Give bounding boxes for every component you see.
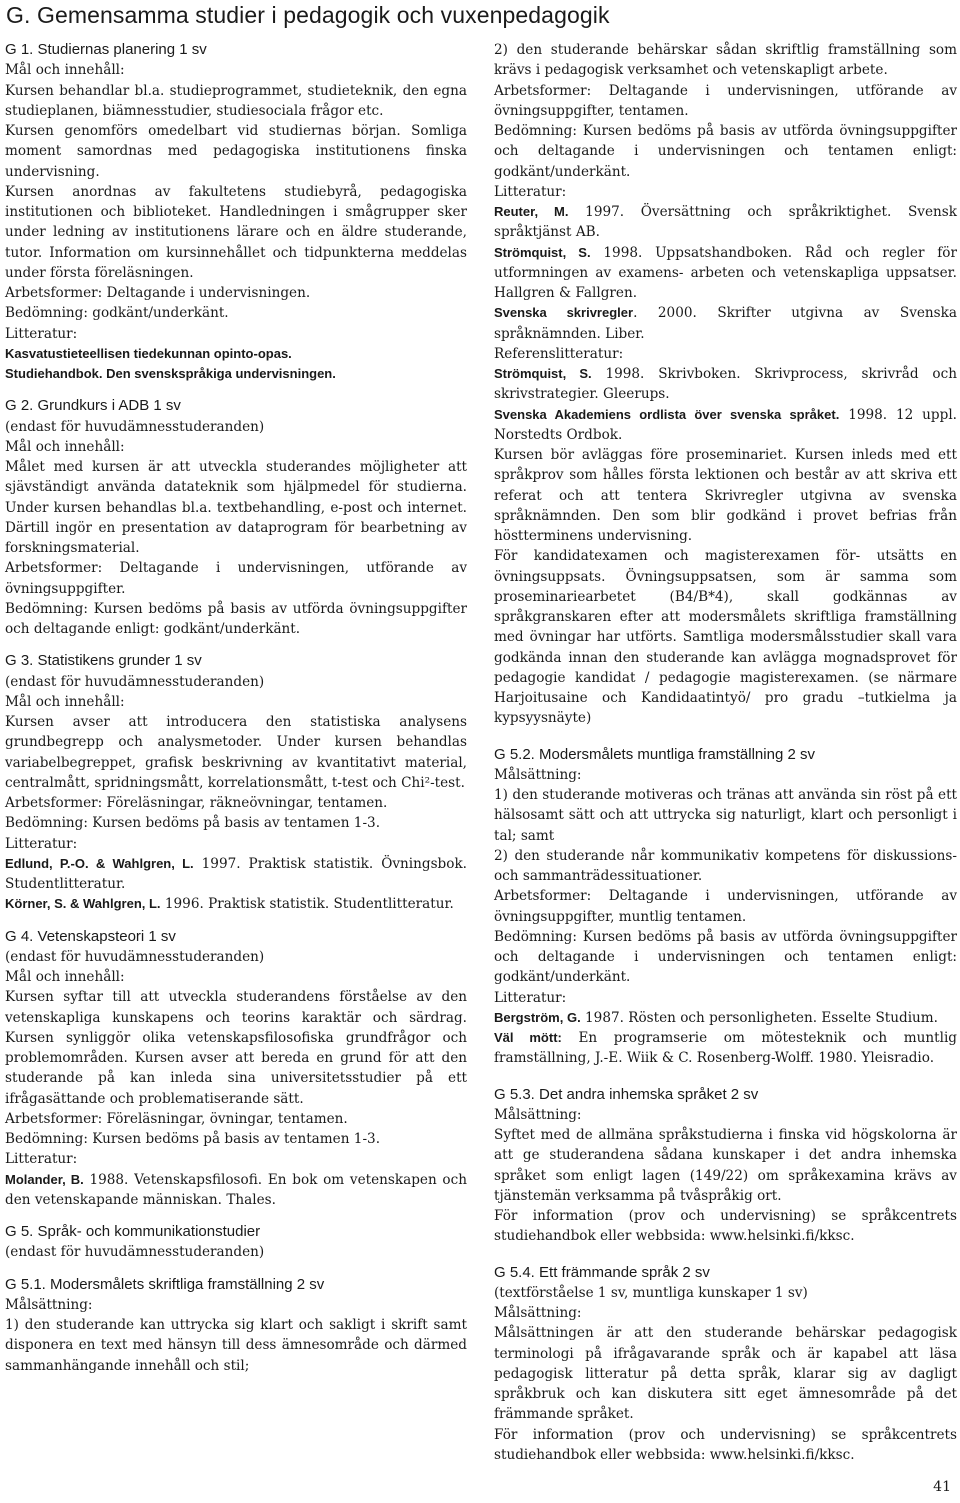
paragraph: 1) den studerande motiveras och tränas att använda sin röst på ett hälsosamt sätt och att uttrycka sig naturligt, klart och personligt i tal; samt	[494, 787, 957, 844]
right-column	[494, 40, 957, 1465]
section-heading-g1: G 1. Studiernas planering 1 sv	[5, 41, 207, 58]
label-litteratur: Litteratur:	[494, 989, 567, 1006]
paragraph: Kursen bör avläggas före proseminariet. Kursen inleds med ett språkprov som hålles första lektionen och består av att skriva ett referat och att tentera Skrivregler utgivna av svenska språknämnden. Den som blir godkänd i provet befrias från höstterminens undervisning.	[494, 447, 957, 544]
arbetsformer-text: Arbetsformer: Deltagande i undervisningen, utförande av övningsuppgifter.	[5, 560, 467, 597]
paragraph: Målet med kursen är att utveckla studerandes möjligheter att sjävständigt använda datateknik som hjälpmedel för studierna. Under kursen behandlas bl.a. textbehandling, e-post och internet. Därtill ingör en presentation av dataprogram för bearbetning av forskningsmaterial.	[5, 459, 467, 556]
label-mal: Mål och innehåll:	[5, 693, 125, 710]
literature-details: En programserie om mötesteknik och muntlig framställning, J.-E. Wiik & C. Rosenberg-Wolff. 1980. Yleisradio.	[494, 1030, 957, 1067]
paragraph: Kursen avser att introducera den statistiska analysens grundbegrepp och analysmetoder. Under kursen behandlas variabelbegreppet, grafisk beskrivning av kvantitativt material, centralmått, spridningsmått, korrelationsmått, t-test och Chi²-test.	[5, 714, 467, 791]
label-litteratur: Litteratur:	[5, 1151, 78, 1168]
section-heading-g5-4: G 5.4. Ett främmande språk 2 sv	[494, 1263, 710, 1281]
left-column	[5, 40, 467, 1376]
paragraph: Kursen anordnas av fakultetens studiebyrå, pedagogiska institutionen och biblioteket. Handledningen i smågrupper sker under ledning av institutionens lärare och en äldre studerande, tutor. Information om kursinnehållet och tidpunkterna meddelas under första föreläsningen.	[5, 183, 467, 281]
section-note: (endast för huvudämnesstuderanden)	[5, 418, 265, 435]
section-heading-g5-2: G 5.2. Modersmålets muntliga framställning 2 sv	[494, 745, 815, 763]
literature-details: 1998. Skrivboken. Skrivprocess, skrivråd och skrivstrategier. Gleerups.	[494, 366, 957, 403]
literature-entry: Kasvatustieteellisen tiedekunnan opinto-opas.	[5, 345, 292, 361]
label-mal: Mål och innehåll:	[5, 438, 125, 455]
label-malsattning: Målsättning:	[494, 1106, 582, 1123]
paragraph: Kursen behandlar bl.a. studieprogrammet, studieteknik, den egna studieplanen, biämnesstudier, studiesociala frågor etc.	[5, 82, 467, 119]
section-heading-g5-3: G 5.3. Det andra inhemska språket 2 sv	[494, 1085, 759, 1103]
literature-entry	[494, 202, 957, 243]
literature-entry	[494, 364, 957, 405]
label-litteratur: Litteratur:	[5, 835, 78, 852]
literature-entry	[5, 854, 467, 895]
literature-details: 1987. Rösten och personligheten. Esselte Studium.	[585, 1009, 939, 1026]
paragraph: Kursen syftar till att utveckla studerandens förståelse av den vetenskapliga kunskapens och teorins karaktär och särdrag. Kursen synliggör olika vetenskapsfilosofiska grundfrågor och problemområden. Kursen avser att bereda en grund för att den studerande på kan inleda sina universitetsstudier på ett ifrågasättande och problematiserande sätt.	[5, 989, 467, 1107]
literature-details: 1988. Vetenskapsfilosofi. En bok om vetenskapen och den vetenskapande människan. Thales.	[5, 1171, 467, 1208]
literature-entry	[494, 1028, 957, 1069]
literature-author: Molander, B.	[5, 1171, 84, 1187]
arbetsformer-text: Arbetsformer: Deltagande i undervisningen, utförande av övningsuppgifter, muntlig tentamen.	[494, 888, 957, 925]
literature-details: 1998. 12 uppl. Norstedts Ordbok.	[494, 406, 957, 443]
section-note: (endast för huvudämnesstuderanden)	[5, 1244, 265, 1261]
label-malsattning: Målsättning:	[494, 766, 582, 783]
section-note: (textförståelse 1 sv, muntliga kunskaper 1 sv)	[494, 1284, 808, 1301]
page-title: G. Gemensamma studier i pedagogik och vuxenpedagogik	[6, 2, 610, 28]
section-heading-g5: G 5. Språk- och kommunikationstudier	[5, 1223, 261, 1240]
paragraph: Syftet med de allmäna språkstudierna i finska vid högskolorna är att ge studerandena sådana kunskaper i det andra inhemska språket som enligt lagen (149/22) om språkexamina krävs av tjänstemän verksamma på tvåspråkig ort.	[494, 1127, 957, 1204]
paragraph: Kursen genomförs omedelbart vid studiernas början. Somliga moment samordnas med pedagogiska institutionens finska undervisning.	[5, 123, 467, 180]
bedomning-text: Bedömning: Kursen bedöms på basis av utförda övningsuppgifter och deltagande enligt: godkänt/underkänt.	[5, 600, 467, 637]
literature-entry	[494, 243, 957, 304]
label-referenslitteratur: Referenslitteratur:	[494, 345, 624, 362]
literature-entry	[494, 303, 957, 344]
section-heading-g3: G 3. Statistikens grunder 1 sv	[5, 652, 202, 670]
section-heading-g2: G 2. Grundkurs i ADB 1 sv	[5, 397, 181, 415]
bedomning-text: Bedömning: Kursen bedöms på basis av tentamen 1-3.	[5, 1131, 381, 1147]
literature-entry	[494, 1008, 957, 1028]
paragraph: För information (prov och undervisning) se språkcentrets studiehandbok eller webbsida: www.helsinki.fi/kksc.	[494, 1208, 957, 1245]
literature-author: Strömquist, S.	[494, 244, 591, 260]
arbetsformer-text: Arbetsformer: Föreläsningar, övningar, tentamen.	[5, 1110, 348, 1127]
section-note: (endast för huvudämnesstuderanden)	[5, 673, 265, 690]
label-malsattning: Målsättning:	[5, 1296, 93, 1313]
section-heading-g5-1: G 5.1. Modersmålets skriftliga framställning 2 sv	[5, 1275, 325, 1293]
literature-details: 1998. Uppsatshandboken. Råd och regler för utformningen av examens- arbeten och vetenskapliga uppsatser. Hallgren & Fallgren.	[494, 244, 957, 301]
bedomning-text: Bedömning: Kursen bedöms på basis av tentamen 1-3.	[5, 815, 381, 832]
literature-entry	[5, 1170, 467, 1211]
label-litteratur: Litteratur:	[5, 325, 78, 342]
arbetsformer-text: Arbetsformer: Deltagande i undervisningen, utförande av övningsuppgifter, tentamen.	[494, 82, 957, 119]
paragraph: 1) den studerande kan uttrycka sig klart och sakligt i skrift samt disponera en text med hänsyn till dess ämnesområde och därmed sammanhängande innehåll och stil;	[5, 1317, 467, 1374]
paragraph: För information (prov och undervisning) se språkcentrets studiehandbok eller webbsida: www.helsinki.fi/kksc.	[494, 1426, 957, 1463]
literature-details: . 2000. Skrifter utgivna av Svenska språknämnden. Liber.	[494, 305, 957, 342]
label-malsattning: Målsättning:	[494, 1305, 582, 1321]
literature-author: Svenska Akademiens ordlista över svenska språket.	[494, 406, 840, 422]
literature-author: Edlund, P.-O. & Wahlgren, L.	[5, 855, 194, 871]
bedomning-text: Bedömning: Kursen bedöms på basis av utförda övningsuppgifter och deltagande i undervisningen och tentamen enligt: godkänt/underkänt.	[494, 123, 957, 180]
paragraph: 2) den studerande når kommunikativ kompetens för diskussions- och sammanträdessituationer.	[494, 847, 957, 884]
arbetsformer-text: Arbetsformer: Deltagande i undervisningen.	[5, 285, 311, 301]
paragraph: 2) den studerande behärskar sådan skriftlig framställning som krävs i pedagogisk verksamhet och vetenskapligt arbete.	[494, 42, 957, 79]
label-mal: Mål och innehåll:	[5, 969, 125, 985]
literature-details: 1997. Översättning och språkriktighet. Svensk språktjänst AB.	[494, 204, 957, 241]
page-number: 41	[933, 1479, 951, 1495]
literature-author: Bergström, G.	[494, 1009, 581, 1025]
section-heading-g4: G 4. Vetenskapsteori 1 sv	[5, 927, 176, 945]
label-litteratur: Litteratur:	[494, 183, 567, 200]
paragraph: För kandidatexamen och magisterexamen för- utsätts en övningsuppsats. Övningsuppsatsen, som är samma som proseminariearbetet (B4/B*4), skall godkännas av språkgranskaren efter att modersmålets skriftliga framställning med övningar har utförts. Samtliga modersmålsstudier skall vara godkända innan den studerande kan avlägga mognadsprovet för pedagogie kandidat / pedagogie magisterexamen. (se närmare Harjoitusaine och Kandidaatintyö/ pro gradu –tutkielma ja kypsyysnäyte)	[494, 548, 957, 727]
literature-entry	[5, 894, 467, 914]
literature-entry	[494, 405, 957, 446]
literature-author: Strömquist, S.	[494, 366, 592, 381]
label-mal: Mål och innehåll:	[5, 62, 125, 79]
literature-author: Körner, S. & Wahlgren, L.	[5, 896, 161, 912]
paragraph: Målsättningen är att den studerande behärskar pedagogisk terminologi på ifrågavarande språk och är kapabel att läsa pedagogisk litteratur på detta språk, klarar sig av dagligt språkbruk och kan diskutera sitt eget ämnesområde på det främmande språket.	[494, 1325, 957, 1423]
literature-details: 1997. Praktisk statistik. Övningsbok. Studentlitteratur.	[5, 855, 467, 892]
section-note: (endast för huvudämnesstuderanden)	[5, 948, 265, 965]
arbetsformer-text: Arbetsformer: Föreläsningar, räkneövningar, tentamen.	[5, 795, 388, 811]
bedomning-text: Bedömning: Kursen bedöms på basis av utförda övningsuppgifter och deltagande i undervisningen och tentamen enligt: godkänt/underkänt.	[494, 928, 957, 986]
bedomning-text: Bedömning: godkänt/underkänt.	[5, 305, 229, 322]
literature-details: 1996. Praktisk statistik. Studentlitteratur.	[164, 896, 454, 913]
literature-entry: Studiehandbok. Den svenskspråkiga undervisningen.	[5, 366, 336, 381]
literature-author: Väl mött:	[494, 1030, 562, 1045]
literature-author: Reuter, M.	[494, 204, 569, 219]
literature-author: Svenska skrivregler	[494, 305, 634, 321]
